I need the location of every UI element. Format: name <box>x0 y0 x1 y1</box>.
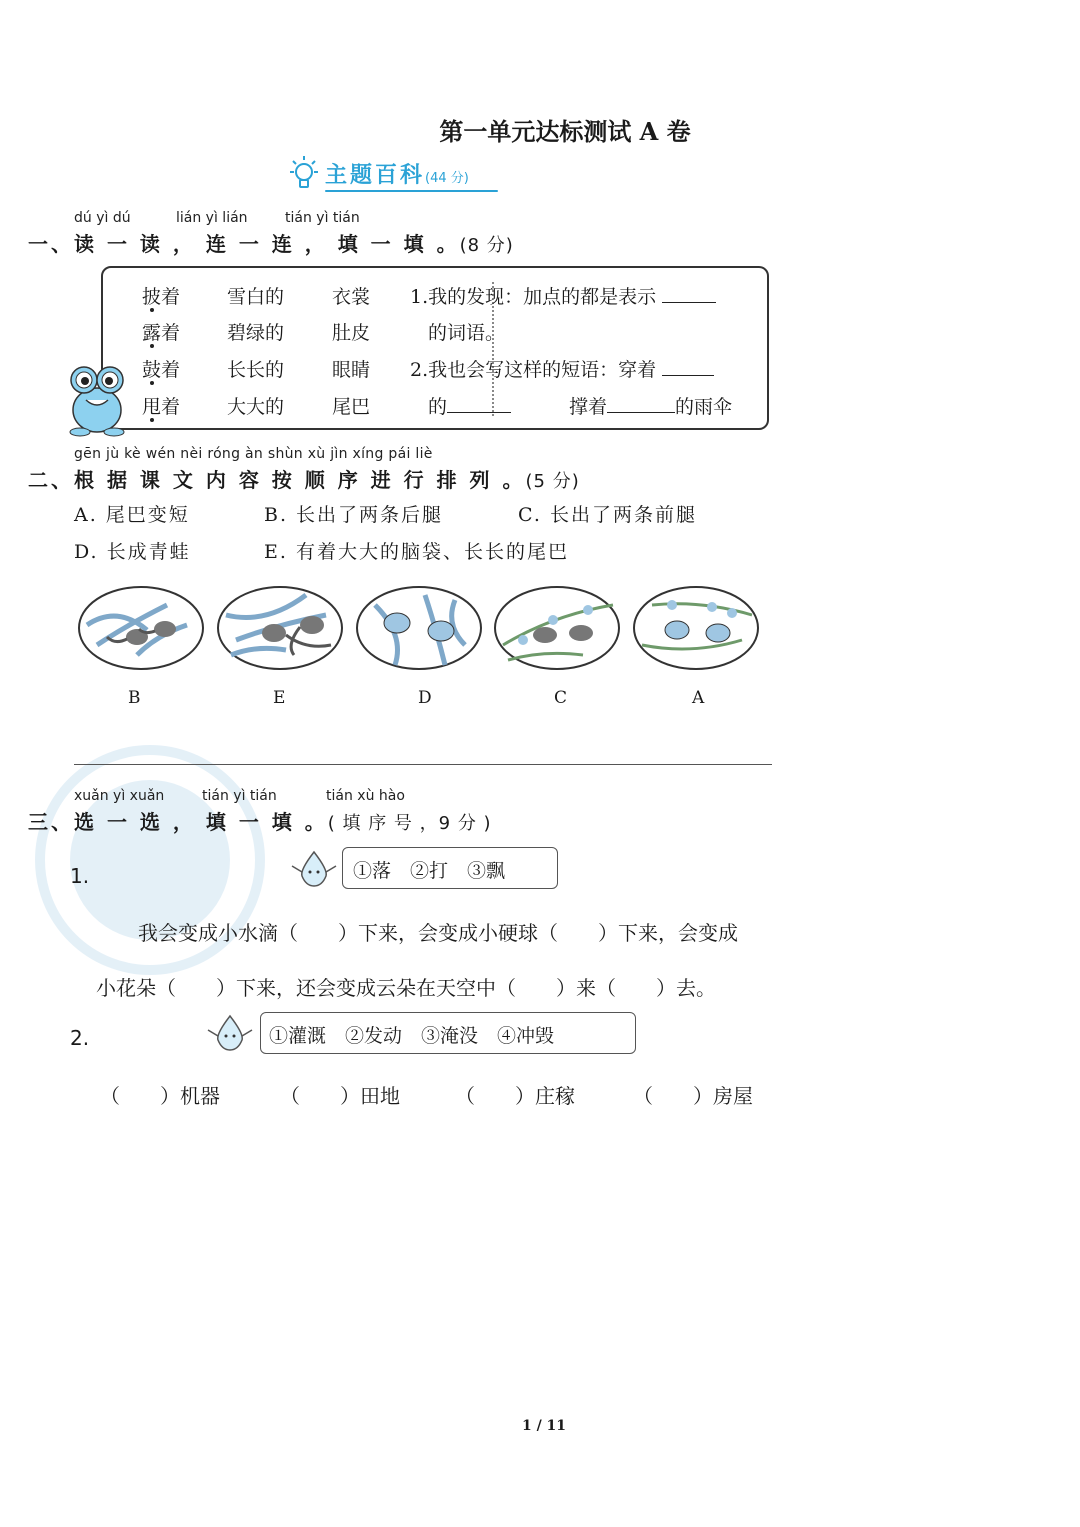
picture-label-b: B <box>128 688 141 708</box>
section-divider <box>74 764 772 765</box>
q3-heading: 三、选 一 选 ， 填 一 填 。( 填 序 号 ，9 分 ) <box>28 810 492 834</box>
q1-col2-word: 大大的 <box>227 396 285 418</box>
picture-label-e: E <box>273 688 286 708</box>
frog-picture-d <box>355 585 483 671</box>
q3-sub2-number: 2. <box>70 1026 90 1050</box>
q3-sub2-choice-box: ①灌溉 ②发动 ③淹没 ④冲毁 <box>260 1012 636 1054</box>
q3-pinyin-2: tián yì tián <box>202 788 277 804</box>
q3-pinyin-3: tián xù hào <box>326 788 405 804</box>
q1-col3-word: 衣裳 <box>332 286 371 308</box>
answer-blank[interactable] <box>447 412 511 413</box>
picture-label-d: D <box>418 688 432 708</box>
q2-option-b: B. 长出了两条后腿 <box>264 504 444 526</box>
water-drop-icon <box>288 848 340 888</box>
answer-blank[interactable] <box>662 375 714 376</box>
tadpole-picture-c <box>493 585 621 671</box>
q3-pinyin-1: xuǎn yì xuǎn <box>74 788 165 804</box>
emphasis-dot <box>150 381 154 385</box>
q2-option-d: D. 长成青蛙 <box>74 541 191 563</box>
banner-underline <box>325 190 498 192</box>
tadpole-picture-b <box>77 585 205 671</box>
q1-col3-word: 尾巴 <box>332 396 371 418</box>
q3-sub1-choice-box: ①落 ②打 ③飘 <box>342 847 558 889</box>
q1-pinyin-3: tián yì tián <box>285 210 360 226</box>
page-number: 1 / 11 <box>521 1418 567 1434</box>
q1-col2-word: 碧绿的 <box>227 322 285 344</box>
q3-sub2-item: （ ）机器 <box>100 1084 220 1108</box>
tadpole-picture-e <box>216 585 344 671</box>
q1-col3-word: 肚皮 <box>332 322 371 344</box>
q1-line-4: 的 撑着 的雨伞 <box>428 396 733 418</box>
answer-blank[interactable] <box>662 302 716 303</box>
q1-col2-word: 长长的 <box>227 359 285 381</box>
q3-sub2-item: （ ）房屋 <box>633 1084 753 1108</box>
tadpole-picture-a <box>632 585 760 671</box>
q2-option-a: A. 尾巴变短 <box>74 504 190 526</box>
q1-col3-word: 眼睛 <box>332 359 371 381</box>
q1-col1-word: 甩着 <box>142 396 181 418</box>
picture-label-c: C <box>554 688 568 708</box>
q2-heading: 二、根 据 课 文 内 容 按 顺 序 进 行 排 列 。(5 分) <box>28 468 580 492</box>
q3-sub1-sentence-1: 我会变成小水滴（ ）下来，会变成小硬球（ ）下来，会变成 <box>138 921 738 945</box>
emphasis-dot <box>150 344 154 348</box>
q1-line-3: 2.我也会写这样的短语：穿着 <box>410 355 714 382</box>
q2-option-c: C. 长出了两条前腿 <box>518 504 697 526</box>
picture-label-a: A <box>692 688 705 708</box>
banner-label: 主题百科(44 分) <box>325 163 469 188</box>
emphasis-dot <box>150 308 154 312</box>
frog-icon <box>62 360 132 438</box>
q1-col1-word: 鼓着 <box>142 359 181 381</box>
q3-sub2-item: （ ）田地 <box>280 1084 400 1108</box>
q1-heading: 一、读 一 读 ， 连 一 连 ， 填 一 填 。(8 分) <box>28 232 514 256</box>
page-title: 第一单元达标测试 A 卷 <box>439 117 691 146</box>
q3-sub1-number: 1. <box>70 864 90 888</box>
lightbulb-icon <box>287 154 321 194</box>
q1-col1-word: 披着 <box>142 286 181 308</box>
q2-option-e: E. 有着大大的脑袋、长长的尾巴 <box>264 541 569 563</box>
q3-sub2-item: （ ）庄稼 <box>455 1084 575 1108</box>
q1-line-1: 1.我的发现：加点的都是表示 <box>410 282 716 309</box>
answer-blank[interactable] <box>607 412 675 413</box>
q1-line-2: 的词语。 <box>428 322 505 344</box>
q1-col2-word: 雪白的 <box>227 286 285 308</box>
q2-pinyin: gēn jù kè wén nèi róng àn shùn xù jìn xíng pái liè <box>74 446 433 462</box>
q1-pinyin-1: dú yì dú <box>74 210 131 226</box>
q1-col1-word: 露着 <box>142 322 181 344</box>
q1-pinyin-2: lián yì lián <box>176 210 248 226</box>
emphasis-dot <box>150 418 154 422</box>
q3-sub1-sentence-2: 小花朵（ ）下来，还会变成云朵在天空中（ ）来（ ）去。 <box>96 976 716 1000</box>
topic-banner <box>285 154 500 196</box>
water-drop-icon <box>204 1012 256 1052</box>
